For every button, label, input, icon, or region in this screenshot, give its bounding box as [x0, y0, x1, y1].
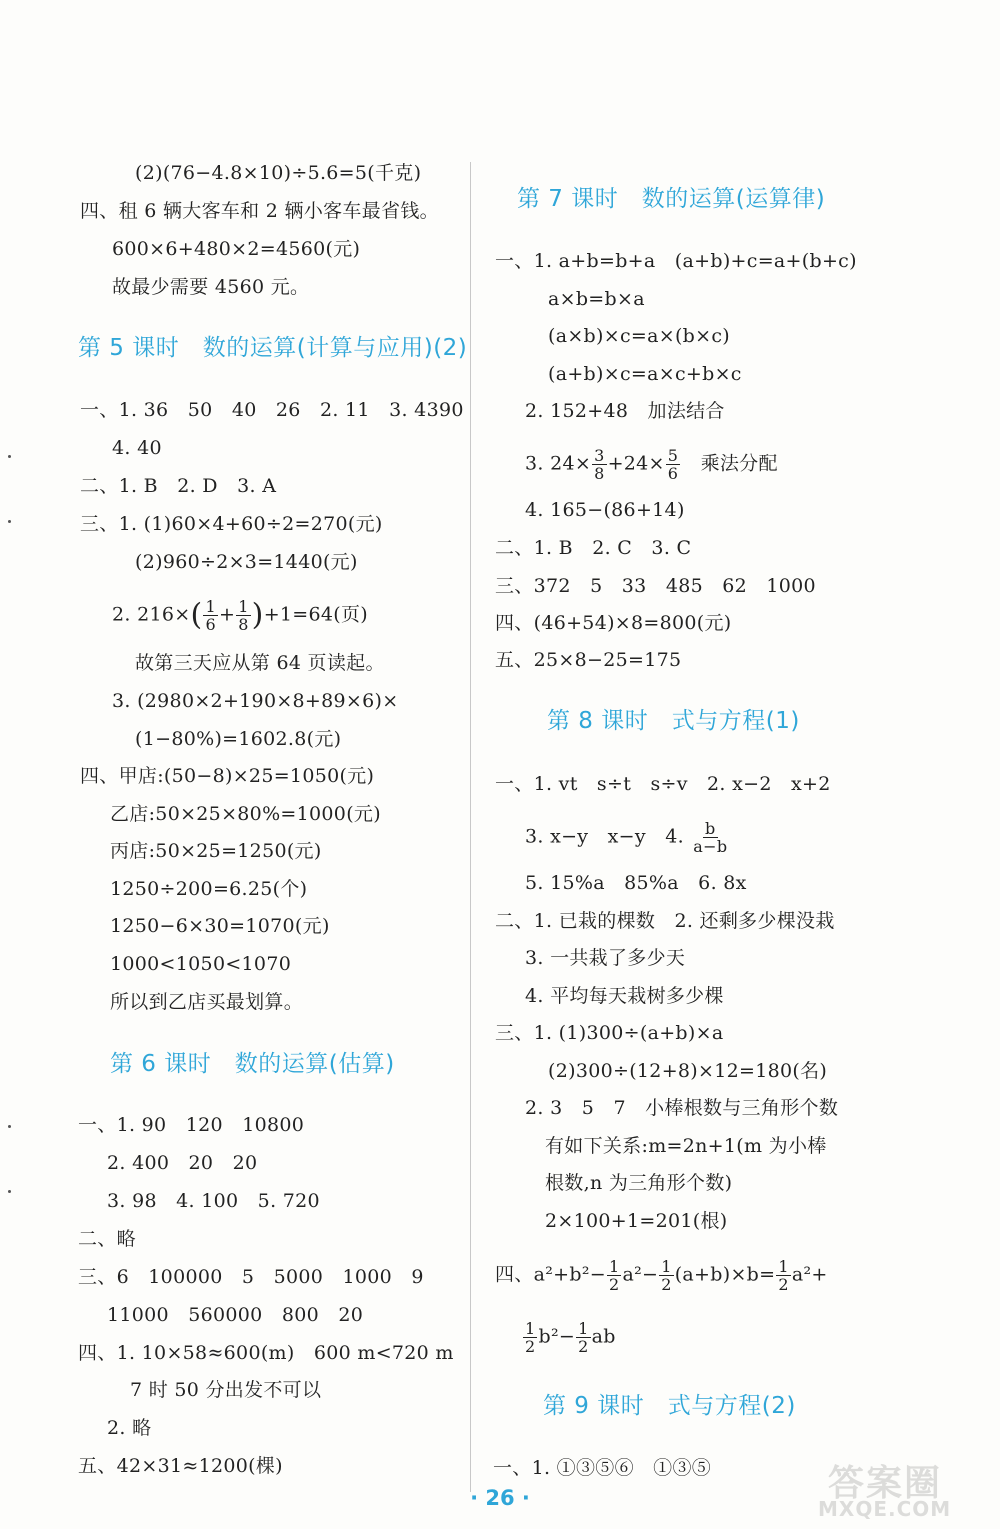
column-divider [470, 162, 471, 1492]
answer-line: 四、甲店:(50−8)×25=1050(元) [80, 765, 375, 787]
answer-line: 2×100+1=201(根) [545, 1210, 728, 1232]
answer-line: 一、1. ①③⑤⑥ ①③⑤ [493, 1457, 712, 1479]
answer-line: 一、1. vt s÷t s÷v 2. x−2 x+2 [495, 773, 831, 795]
answer-line: 丙店:50×25=1250(元) [110, 840, 322, 862]
fraction [236, 598, 250, 633]
math-part: 5 [667, 446, 679, 465]
math-part: +24× [607, 452, 665, 475]
answer-line: 3. 一共栽了多少天 [525, 947, 686, 969]
answer-line: 二、1. B 2. C 3. C [495, 537, 692, 559]
answer-line: 600×6+480×2=4560(元) [112, 238, 361, 260]
answer-line: 二、略 [78, 1228, 136, 1250]
answer-line: 2. 400 20 20 [107, 1152, 258, 1174]
watermark-logo: 答案圈 MXQE.COM [818, 1463, 952, 1521]
math-part: a²− [622, 1263, 659, 1286]
math-part: a²+ [791, 1263, 828, 1286]
math-part: 1 [778, 1257, 789, 1276]
math-part: ( [190, 597, 203, 633]
answer-line: 1000<1050<1070 [110, 953, 292, 975]
answer-line: (a+b)×c=a×c+b×c [548, 363, 742, 385]
answer-line: (1−80%)=1602.8(元) [135, 728, 342, 750]
answer-line: 三、372 5 33 485 62 1000 [495, 575, 816, 597]
math-part: 8 [594, 464, 605, 483]
math-part: 1 [608, 1257, 620, 1276]
answer-line: (2)300÷(12+8)×12=180(名) [548, 1060, 828, 1082]
answer-line: 三、1. (1)60×4+60÷2=270(元) [80, 513, 383, 535]
answer-line: 3. (2980×2+190×8+89×6)× [112, 690, 399, 712]
fraction [523, 1320, 537, 1355]
math-part: b²− [538, 1325, 576, 1348]
answer-line: 三、6 100000 5 5000 1000 9 [78, 1266, 424, 1288]
answer-line: 一、1. 90 120 10800 [78, 1114, 305, 1136]
answer-line: 一、1. 36 50 40 26 2. 11 3. 4390 [80, 399, 464, 421]
math-part: 2. 216× [112, 603, 191, 626]
math-part: ) [251, 597, 264, 633]
answer-line: 4. 40 [112, 437, 162, 459]
answer-line: 2. 152+48 加法结合 [525, 400, 725, 422]
fraction [776, 1258, 790, 1293]
answer-line: 有如下关系:m=2n+1(m 为小棒 [545, 1135, 827, 1157]
answer-line: (a×b)×c=a×(b×c) [548, 325, 731, 347]
math-part: 1 [525, 1319, 536, 1338]
answer-line: 4. 165−(86+14) [525, 499, 685, 521]
math-part: a−b [693, 837, 728, 856]
math-part: 6 [205, 615, 216, 634]
fraction [576, 1320, 590, 1355]
math-part: 2 [778, 1275, 789, 1294]
math-part: (a+b)×b= [674, 1263, 776, 1286]
answer-line: a×b=b×a [548, 288, 645, 310]
math-part: 3. x−y x−y 4. [525, 825, 684, 848]
lesson-heading-6: 第 6 课时 数的运算(估算) [110, 1051, 395, 1077]
fraction [691, 820, 729, 855]
answer-line: 二、1. 已栽的棵数 2. 还剩多少棵没栽 [495, 910, 835, 932]
margin-speck [8, 1190, 11, 1193]
answer-line: 5. 15%a 85%a 6. 8x [525, 872, 747, 894]
math-part: 1 [578, 1319, 589, 1338]
math-part: 8 [238, 615, 249, 634]
math-part: +1=64(页) [263, 603, 369, 626]
answer-line: 五、42×31≈1200(棵) [78, 1455, 283, 1477]
math-part: 6 [667, 464, 679, 483]
answer-line: 三、1. (1)300÷(a+b)×a [495, 1022, 724, 1044]
math-part: 2 [608, 1275, 620, 1294]
fraction [203, 598, 217, 633]
answer-line: 一、1. a+b=b+a (a+b)+c=a+(b+c) [495, 250, 857, 272]
answer-line-fraction [525, 820, 730, 855]
lesson-heading-5: 第 5 课时 数的运算(计算与应用)(2) [78, 335, 468, 361]
answer-line: 五、25×8−25=175 [495, 649, 682, 671]
math-part: 2 [661, 1275, 672, 1294]
answer-line: 1250−6×30=1070(元) [110, 915, 330, 937]
answer-line: 2. 略 [107, 1417, 152, 1439]
answer-line: 故最少需要 4560 元。 [112, 276, 310, 298]
answer-line: 1250÷200=6.25(个) [110, 878, 308, 900]
answer-line: 四、1. 10×58≈600(m) 600 m<720 m [78, 1342, 454, 1364]
math-part: 乘法分配 [681, 452, 778, 475]
lesson-heading-8: 第 8 课时 式与方程(1) [547, 708, 800, 734]
lesson-heading-9: 第 9 课时 式与方程(2) [543, 1393, 796, 1419]
answer-line: 所以到乙店买最划算。 [110, 991, 304, 1013]
page-number: · 26 · [470, 1486, 530, 1510]
math-part: ab [591, 1325, 616, 1348]
answer-line: 2. 3 5 7 小棒根数与三角形个数 [525, 1097, 839, 1119]
fraction [592, 447, 606, 482]
fraction [607, 1258, 621, 1293]
math-part: 1 [205, 597, 216, 616]
answer-line: 四、(46+54)×8=800(元) [495, 612, 732, 634]
margin-speck [8, 1125, 11, 1128]
answer-line: 根数,n 为三角形个数) [545, 1172, 733, 1194]
math-part: 1 [661, 1257, 672, 1276]
math-part: 3 [594, 446, 605, 465]
fraction [666, 447, 680, 482]
math-part: b [705, 819, 716, 838]
math-part: 2 [578, 1337, 589, 1356]
answer-line: 乙店:50×25×80%=1000(元) [110, 803, 381, 825]
math-part: 3. 24× [525, 452, 592, 475]
answer-line: (2)960÷2×3=1440(元) [135, 551, 358, 573]
answer-line-fraction [525, 447, 778, 482]
answer-line: 3. 98 4. 100 5. 720 [107, 1190, 320, 1212]
answer-line-fraction [522, 1320, 616, 1355]
math-part: 1 [238, 597, 249, 616]
answer-line-fraction: 2. 216×( $\frac{1}{6}$ + $\frac{1}{8}$ )+1=64(页) [112, 597, 369, 634]
answer-line: 故第三天应从第 64 页读起。 [135, 652, 385, 674]
margin-speck [8, 455, 11, 458]
math-part: 2 [525, 1337, 536, 1356]
answer-line: 二、1. B 2. D 3. A [80, 475, 277, 497]
answer-line: 四、租 6 辆大客车和 2 辆小客车最省钱。 [80, 200, 439, 222]
lesson-heading-7: 第 7 课时 数的运算(运算律) [517, 186, 826, 212]
answer-line-fraction [495, 1258, 828, 1293]
answer-line: 11000 560000 800 20 [107, 1304, 364, 1326]
answer-line: 7 时 50 分出发不可以 [130, 1379, 322, 1401]
answer-line: (2)(76−4.8×10)÷5.6=5(千克) [135, 162, 422, 184]
fraction [659, 1258, 673, 1293]
margin-speck [8, 520, 11, 523]
answer-line: 4. 平均每天栽树多少棵 [525, 985, 724, 1007]
math-part: 四、a²+b²− [495, 1263, 606, 1286]
